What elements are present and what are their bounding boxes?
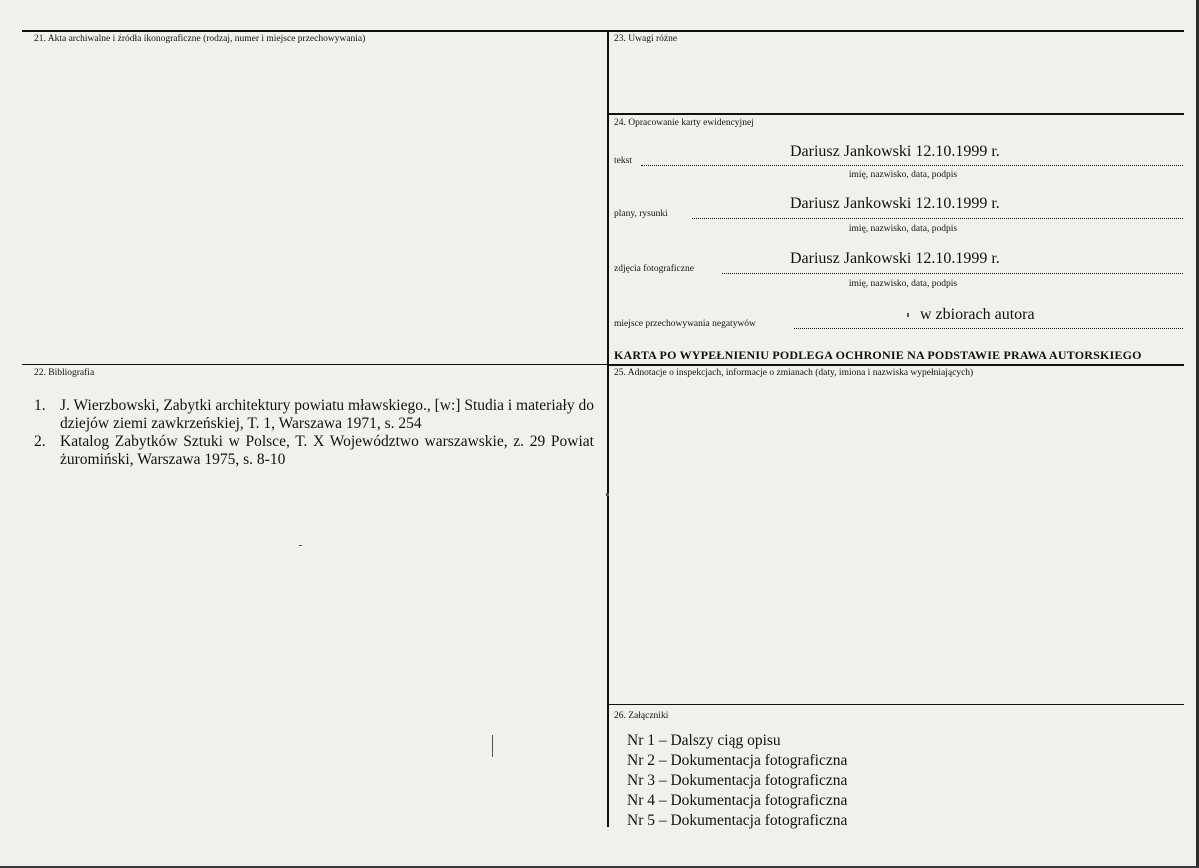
section-25-heading: 25. Adnotacje o inspekcjach, informacje o zmianach (daty, imiona i nazwiska wypełniających) (614, 368, 974, 378)
drawings-author-label: plany, rysunki (614, 209, 668, 219)
center-divider (607, 31, 609, 827)
section-26-heading: 26. Załączniki (614, 711, 669, 721)
attachment-item: Nr 3 – Dokumentacja fotograficzna (627, 772, 848, 789)
rule-23-24 (608, 113, 1184, 115)
photos-author-dotted-line (722, 273, 1183, 274)
scan-artifact-mark (492, 735, 493, 757)
attachment-item: Nr 5 – Dokumentacja fotograficzna (627, 812, 848, 829)
text-author-value: Dariusz Jankowski 12.10.1999 r. (790, 143, 1000, 160)
section-23-heading: 23. Uwagi różne (614, 34, 678, 44)
negatives-location-label: miejsce przechowywania negatywów (614, 319, 756, 329)
negatives-location-value: w zbiorach autora (920, 306, 1035, 323)
rule-25-26 (608, 704, 1184, 705)
photos-author-value: Dariusz Jankowski 12.10.1999 r. (790, 250, 1000, 267)
scan-artifact-dot (606, 493, 609, 496)
text-author-dotted-line (641, 165, 1183, 166)
copyright-notice: KARTA PO WYPEŁNIENIU PODLEGA OCHRONIE NA PODSTAWIE PRAWA AUTORSKIEGO (614, 348, 1142, 362)
photos-author-caption: imię, nazwisko, data, podpis (848, 279, 958, 289)
section-21-heading: 21. Akta archiwalne i źródła ikonograficzne (rodzaj, numer i miejsce przechowywania) (34, 34, 366, 44)
bibliography-item-text: J. Wierzbowski, Zabytki architektury powiatu mławskiego., [w:] Studia i materiały do dziejów ziemi zawkrzeńskiej, T. 1, Warszawa 1971, s. 254 (60, 397, 594, 432)
drawings-author-value: Dariusz Jankowski 12.10.1999 r. (790, 195, 1000, 212)
drawings-author-dotted-line (692, 218, 1183, 219)
text-author-label: tekst (614, 156, 632, 166)
bibliography-item-number: 1. (34, 397, 46, 414)
drawings-author-caption: imię, nazwisko, data, podpis (848, 224, 958, 234)
section-24-heading: 24. Opracowanie karty ewidencyjnej (614, 118, 754, 128)
scan-artifact-dot (907, 313, 909, 317)
top-rule (22, 30, 1184, 32)
scan-artifact-dot (299, 545, 302, 546)
attachment-item: Nr 1 – Dalszy ciąg opisu (627, 732, 781, 749)
bibliography-item (34, 433, 594, 469)
rule-21-22 (22, 364, 608, 365)
bibliography-list (34, 397, 594, 469)
bibliography-item-number: 2. (34, 433, 46, 450)
photos-author-label: zdjęcia fotograficzne (614, 264, 694, 274)
negatives-location-dotted-line (794, 328, 1183, 329)
attachments-list (627, 731, 847, 831)
bibliography-item-text: Katalog Zabytków Sztuki w Polsce, T. X Województwo warszawskie, z. 29 Powiat żuromiński, Warszawa 1975, s. 8-10 (60, 433, 594, 468)
rule-24-25 (608, 364, 1184, 366)
attachment-item: Nr 2 – Dokumentacja fotograficzna (627, 752, 848, 769)
attachment-item: Nr 4 – Dokumentacja fotograficzna (627, 792, 848, 809)
text-author-caption: imię, nazwisko, data, podpis (848, 170, 958, 180)
section-22-heading: 22. Bibliografia (34, 368, 95, 378)
bibliography-item (34, 397, 594, 433)
